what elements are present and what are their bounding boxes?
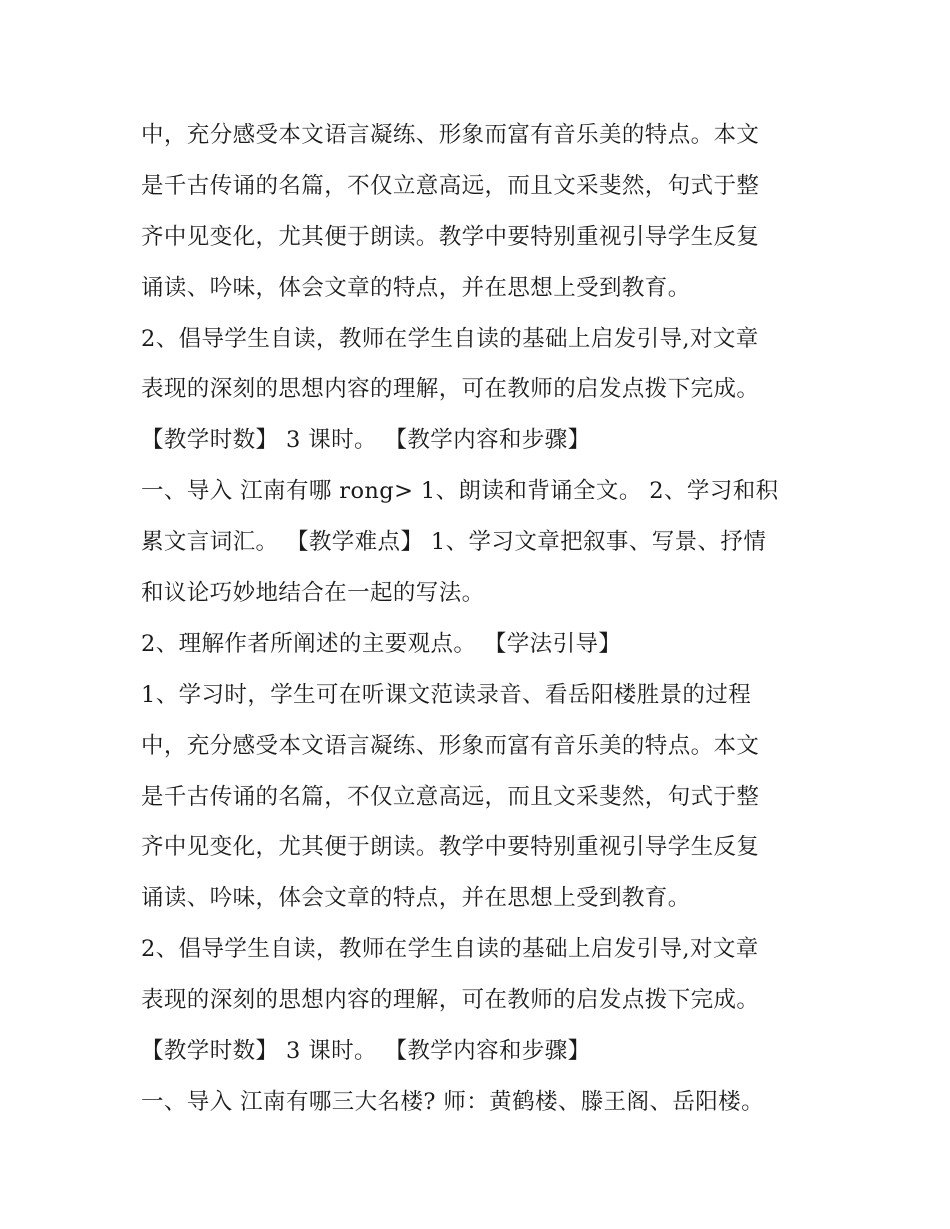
text-line: 中，充分感受本文语言凝练、形象而富有音乐美的特点。本文 xyxy=(141,122,760,148)
text-line: 2、倡导学生自读，教师在学生自读的基础上启发引导,对文章 xyxy=(141,936,759,963)
text-line: 一、导入 江南有哪三大名楼? 师：黄鹤楼、滕王阁、岳阳楼。 xyxy=(141,1088,764,1115)
text-line: 诵读、吟味，体会文章的特点，并在思想上受到教育。 xyxy=(141,274,691,301)
text-line: 齐中见变化，尤其便于朗读。教学中要特别重视引导学生反复 xyxy=(141,223,760,250)
text-line: 和议论巧妙地结合在一起的写法。 xyxy=(141,580,485,607)
text-line: 表现的深刻的思想内容的理解，可在教师的启发点拨下完成。 xyxy=(141,987,760,1014)
text-line: 1、学习时，学生可在听课文范读录音、看岳阳楼胜景的过程 xyxy=(141,681,752,708)
text-line: 2、倡导学生自读，教师在学生自读的基础上启发引导,对文章 xyxy=(141,325,759,352)
text-line: 诵读、吟味，体会文章的特点，并在思想上受到教育。 xyxy=(141,885,691,912)
text-line: 表现的深刻的思想内容的理解，可在教师的启发点拨下完成。 xyxy=(141,376,760,403)
text-line: 【教学时数】 3 课时。 【教学内容和步骤】 xyxy=(141,427,591,454)
document-body xyxy=(141,110,831,1128)
text-line: 累文言词汇。 【教学难点】 1、学习文章把叙事、写景、抒情 xyxy=(141,529,767,556)
text-line: 一、导入 江南有哪 rong> 1、朗读和背诵全文。 2、学习和积 xyxy=(141,478,779,505)
text-line: 是千古传诵的名篇，不仅立意高远，而且文采斐然，句式于整 xyxy=(141,783,760,810)
text-line: 是千古传诵的名篇，不仅立意高远，而且文采斐然，句式于整 xyxy=(141,172,760,199)
text-line: 齐中见变化，尤其便于朗读。教学中要特别重视引导学生反复 xyxy=(141,834,760,861)
text-line: 2、理解作者所阐述的主要观点。 【学法引导】 xyxy=(141,630,622,657)
text-line: 中，充分感受本文语言凝练、形象而富有音乐美的特点。本文 xyxy=(141,732,760,759)
text-line: 【教学时数】 3 课时。 【教学内容和步骤】 xyxy=(141,1038,591,1065)
